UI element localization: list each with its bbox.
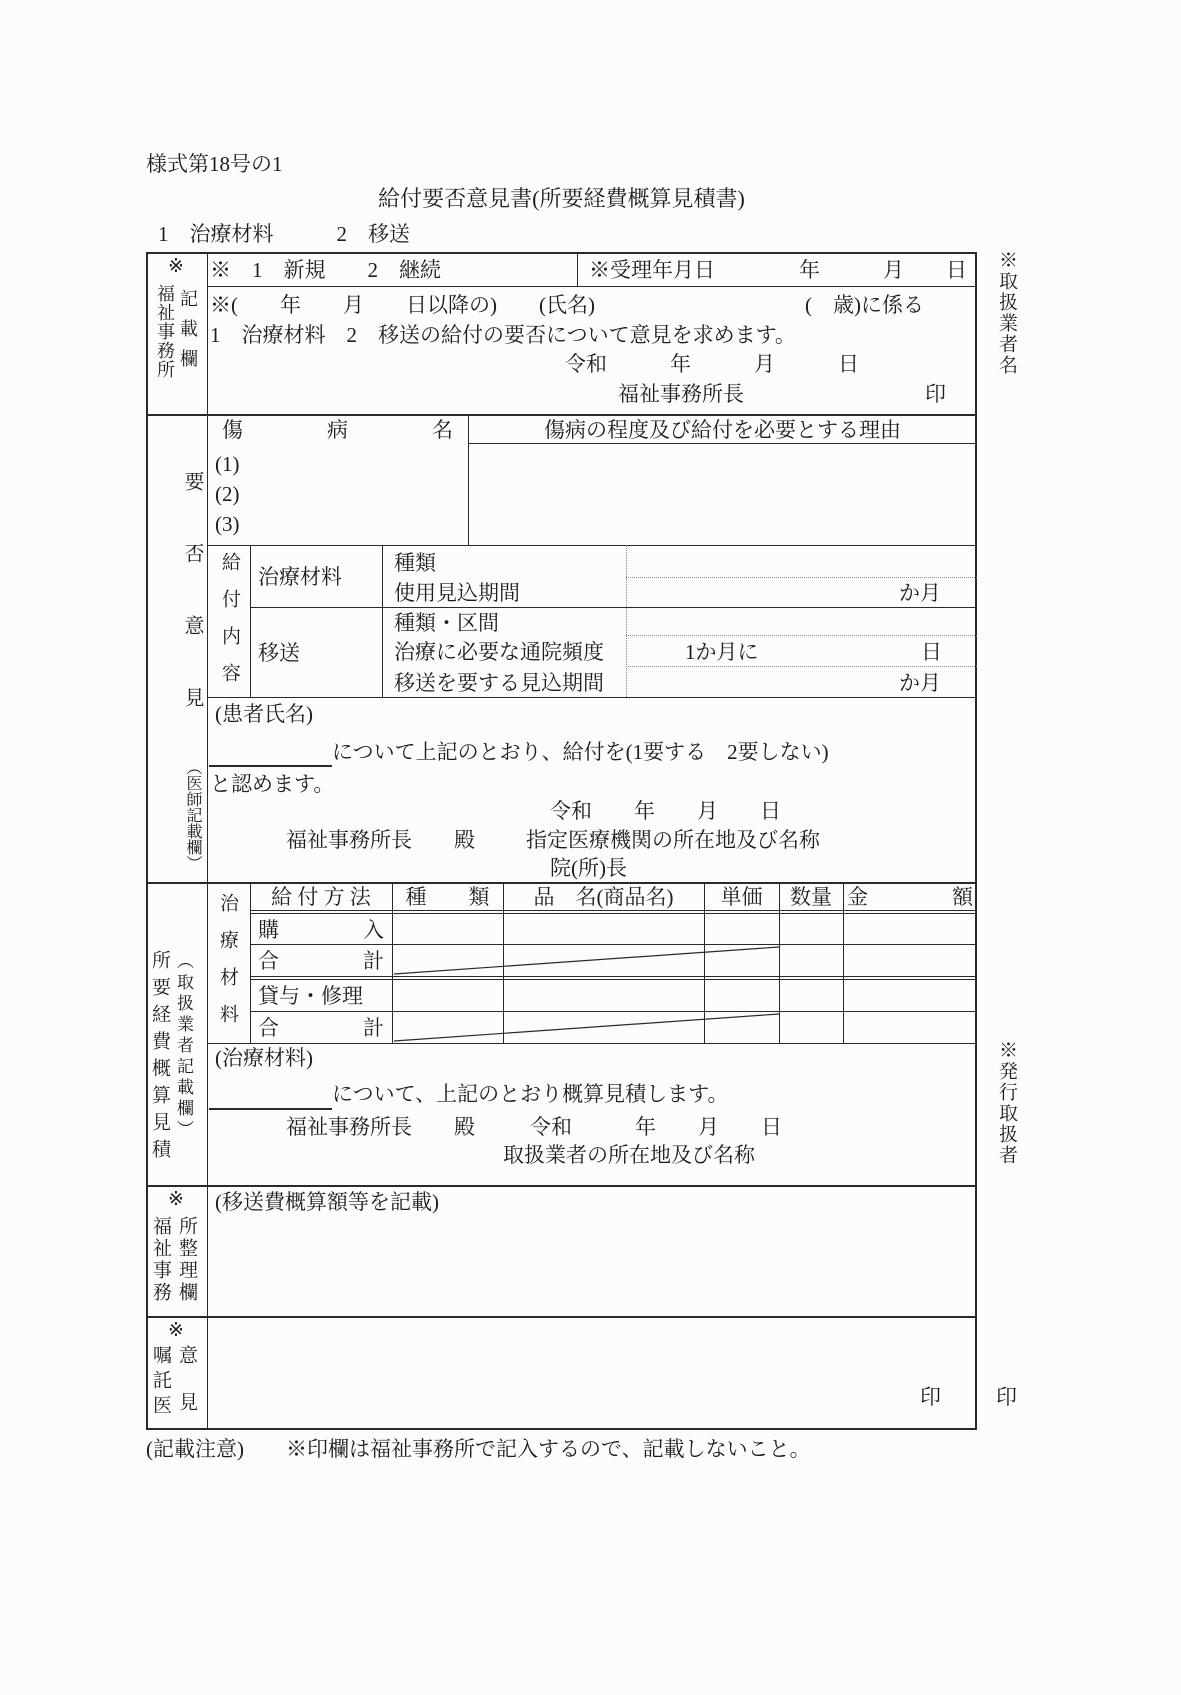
rule [250, 976, 977, 977]
injury-name-header: 傷 病 名 [222, 418, 453, 442]
form-type-line: 1 治療材料 2 移送 [158, 222, 410, 246]
dotted-rule [626, 577, 977, 578]
benefit-material-group: 治療材料 [258, 565, 342, 589]
rule [250, 913, 977, 914]
estimate-material-blank [209, 1108, 332, 1110]
doctor-statement-line2: と認めます。 [210, 772, 335, 796]
margin-issuer-label: ※発行取扱者 [996, 1040, 1017, 1166]
transport-kind-label: 種類・区間 [394, 611, 499, 635]
section1-label-col1: 福祉事務所 [155, 284, 175, 379]
section3-label-col2: （取扱業者記載欄） [174, 952, 193, 1141]
section5-seal-mark: 印 [920, 1385, 941, 1409]
section-rule [146, 414, 977, 416]
section4-mark: ※ [168, 1189, 184, 1210]
transport-frequency-prefix: 1か月に [685, 640, 759, 664]
new-or-continue-cell: ※ 1 新規 2 継続 [210, 258, 441, 282]
dotted-rule [626, 666, 977, 667]
section3-addressee: 福祉事務所長 殿 [286, 1115, 475, 1139]
request-statement-line: 1 治療材料 2 移送の給付の要否について意見を求めます。 [210, 323, 796, 347]
transport-period-unit: か月 [899, 671, 941, 695]
section1-mark: ※ [168, 256, 184, 277]
margin-handler-name-label: ※取扱業者名 [996, 250, 1017, 376]
rule [207, 545, 977, 546]
transport-period-label: 移送を要する見込期間 [394, 671, 604, 695]
benefit-content-label: 給付内容 [219, 552, 240, 700]
rule [382, 545, 383, 697]
form-number: 様式第18号の1 [146, 152, 283, 176]
material-period-unit: か月 [899, 581, 941, 605]
injury-row-1: (1) [215, 452, 240, 476]
estimate-header-quantity: 数量 [790, 885, 832, 909]
dotted-rule [626, 545, 627, 697]
section5-label-col2: 意見 [176, 1345, 197, 1439]
estimate-header-amount: 金 額 [847, 885, 973, 909]
rule [250, 545, 251, 697]
material-period-label: 使用見込期間 [394, 581, 520, 605]
injury-row-2: (2) [215, 482, 240, 506]
rule [250, 910, 977, 911]
rule [207, 1043, 977, 1044]
reason-header: 傷病の程度及び給付を必要とする理由 [544, 418, 901, 442]
clinic-head-label: 院(所)長 [550, 856, 627, 880]
rule [577, 252, 578, 286]
section1-signer: 福祉事務所長 [618, 382, 744, 406]
estimate-row-rental-repair: 貸与・修理 [258, 984, 363, 1008]
section-rule [146, 882, 977, 884]
strikeout-diagonal-2 [392, 1011, 779, 1043]
estimate-row-purchase: 購 入 [258, 918, 384, 942]
injury-row-3: (3) [215, 512, 240, 536]
rule [250, 979, 977, 980]
section4-label-col1: 福祉事務 [150, 1216, 171, 1304]
estimate-row-group-label: 治療材料 [217, 893, 238, 1041]
section2-label [166, 455, 218, 871]
section3-label-col1: 所要経費概算見積 [149, 950, 170, 1166]
estimate-material-label: (治療材料) [215, 1046, 313, 1070]
vendor-address-label: 取扱業者の所在地及び名称 [503, 1143, 755, 1167]
section-rule [146, 1316, 977, 1318]
rule [468, 443, 977, 444]
section5-mark: ※ [168, 1320, 184, 1341]
rule [250, 607, 977, 608]
estimate-header-product: 品 名(商品名) [533, 885, 674, 909]
margin-seal-mark: 印 [996, 1385, 1017, 1409]
section1-label-col2: 記載欄 [178, 289, 198, 379]
estimate-row-subtotal-2: 合 計 [258, 1016, 384, 1040]
doctor-statement-line1: について上記のとおり、給付を(1要する 2要しない) [332, 740, 829, 764]
section1-date-line: 令和 年 月 日 [565, 352, 859, 376]
section2-date-line: 令和 年 月 日 [550, 799, 781, 823]
rule [207, 697, 977, 698]
estimate-statement: について、上記のとおり概算見積します。 [332, 1082, 729, 1106]
section3-date-line: 令和 年 月 日 [530, 1115, 782, 1139]
transport-frequency-label: 治療に必要な通院頻度 [394, 640, 604, 664]
receipt-date-cell: ※受理年月日 年 月 日 [589, 258, 967, 282]
transport-frequency-unit: 日 [921, 640, 942, 664]
section4-label-col2: 所整理欄 [176, 1216, 197, 1304]
patient-name-blank [209, 765, 332, 767]
estimate-header-unit-price: 単価 [720, 885, 763, 909]
estimate-row-subtotal-1: 合 計 [258, 949, 384, 973]
benefit-transport-group: 移送 [258, 641, 300, 665]
estimate-header-method: 給 付 方 法 [271, 885, 371, 909]
section5-label-col1: 嘱託医 [150, 1345, 171, 1420]
section-rule [146, 1185, 977, 1187]
dotted-rule [626, 635, 977, 636]
clinic-address-label: 指定医療機関の所在地及び名称 [526, 828, 820, 852]
section1-seal-mark: 印 [925, 382, 946, 406]
section2-addressee: 福祉事務所長 殿 [286, 828, 475, 852]
request-target-line: ※( 年 月 日以降の) (氏名) ( 歳)に係る [210, 293, 924, 317]
patient-name-label: (患者氏名) [215, 702, 313, 726]
strikeout-diagonal-1 [392, 944, 779, 976]
rule [207, 286, 977, 287]
office-use-note: (移送費概算額等を記載) [215, 1190, 439, 1214]
section2-label-sub: （医師記載欄） [184, 759, 201, 871]
form-title: 給付要否意見書(所要経費概算見積書) [378, 186, 745, 211]
section2-label-main: 要否意見 [181, 471, 203, 759]
footer-note: (記載注意) ※印欄は福祉事務所で記入するので、記載しないこと。 [146, 1437, 811, 1461]
material-kind-label: 種類 [394, 551, 436, 575]
estimate-header-kind: 種 類 [405, 885, 490, 909]
